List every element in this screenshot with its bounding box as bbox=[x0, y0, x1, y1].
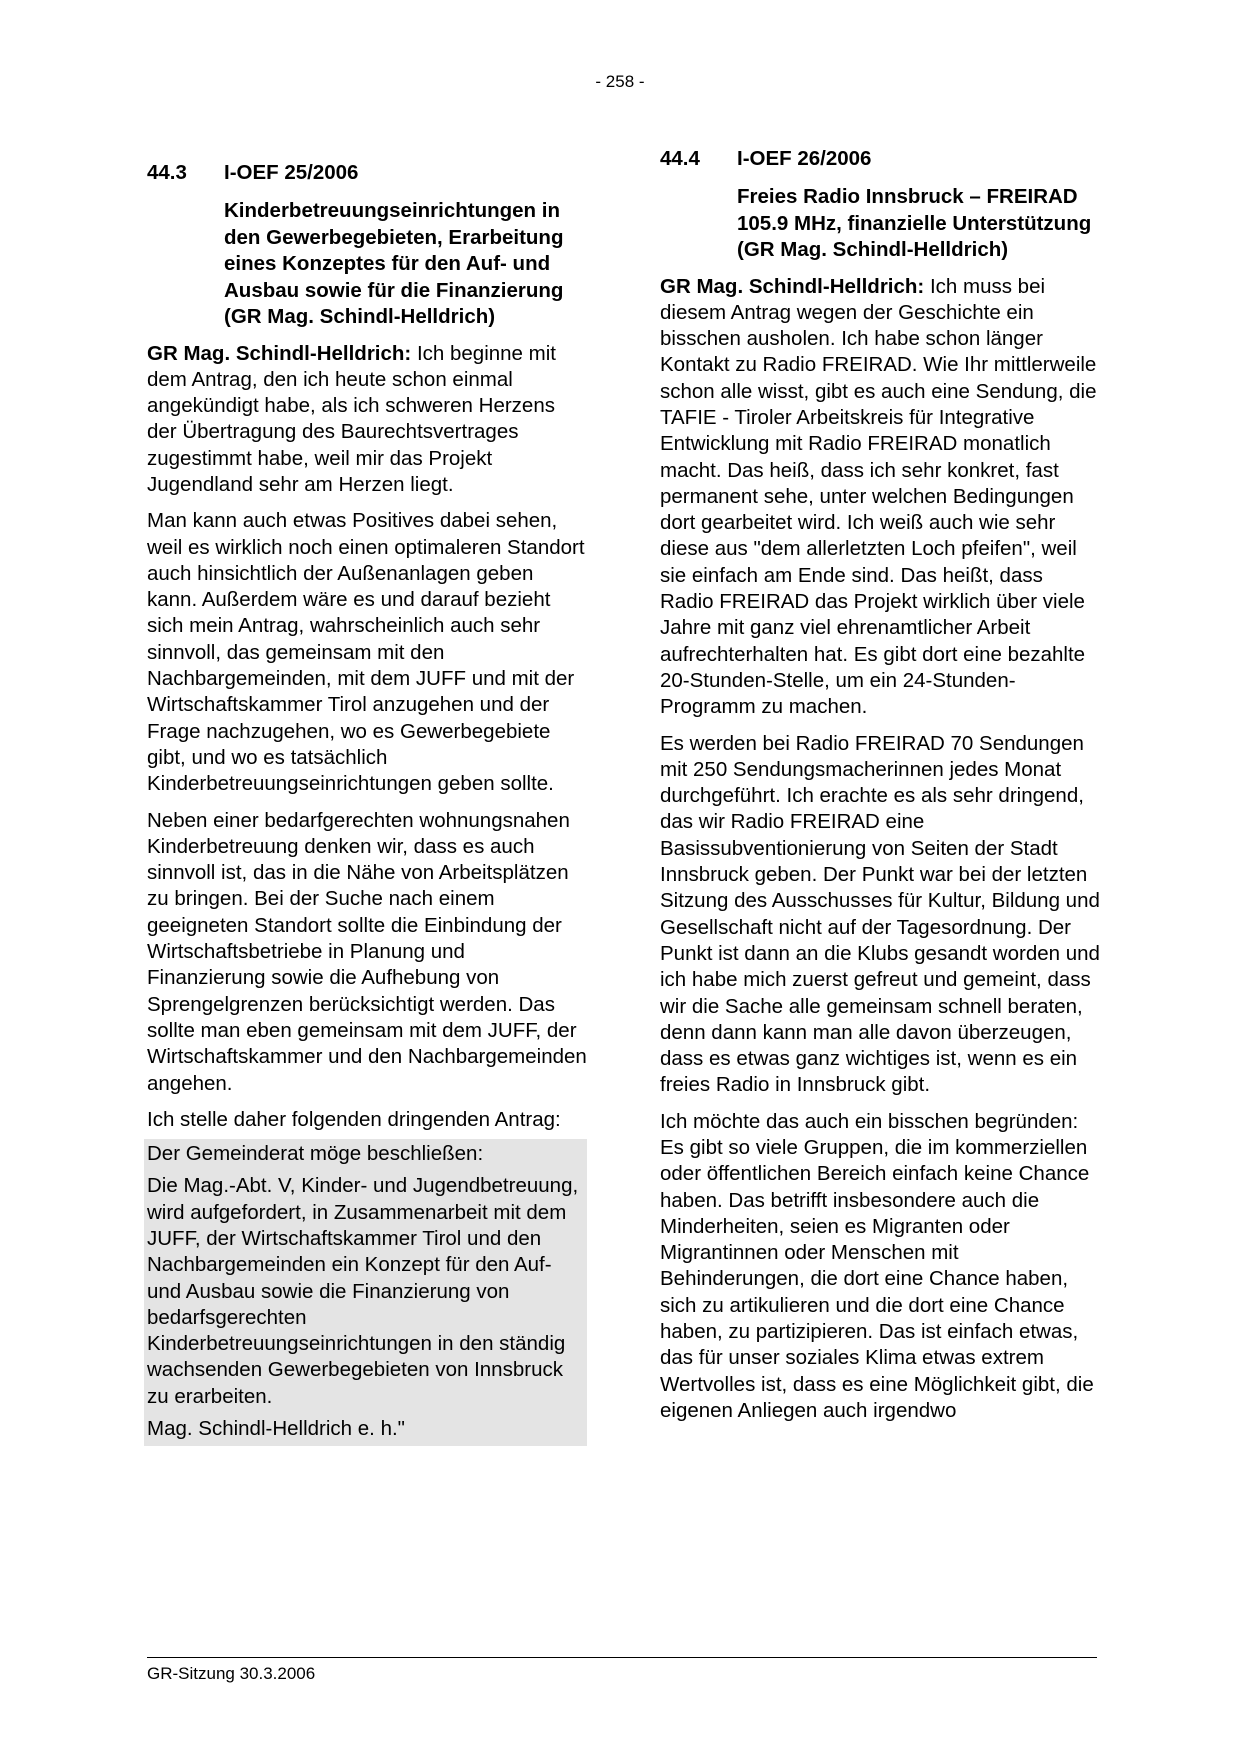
paragraph: Ich möchte das auch ein bisschen begründen: Es gibt so viele Gruppen, die im kommerziellen oder öffentlichen Bereich einfach keine Chance haben. Das betrifft insbesondere auch die Minderheiten, seien es Migranten oder Migrantinnen oder Menschen mit Behinderungen, die dort eine Chance haben, sich zu artikulieren und die dort eine Chance haben, zu partizipieren. Das ist einfach etwas, das für unser soziales Klima etwas extrem Wertvolles ist, dass es eine Möglichkeit gibt, die eigenen Anliegen auch irgendwo bbox=[660, 1109, 1094, 1422]
paragraph: Man kann auch etwas Positives dabei sehen, weil es wirklich noch einen optimaleren Standort auch hinsichtlich der Außenanlagen geben kann. Außerdem wäre es und darauf bezieht sich mein Antrag, wahrscheinlich auch sehr sinnvoll, das gemeinsam mit den Nachbargemeinden, mit dem JUFF und mit der Wirtschaftskammer Tirol anzugehen und der Frage nachzugehen, wo es Gewerbegebiete gibt, und wo es tatsächlich Kinderbetreuungseinrichtungen geben sollte. bbox=[147, 509, 585, 796]
item-title: Freies Radio Innsbruck – FREIRAD 105.9 MHz, finanzielle Unterstützung (GR Mag. Schindl-Helldrich) bbox=[737, 185, 1092, 261]
item-heading-44-4 bbox=[660, 146, 1100, 172]
motion-text: Die Mag.-Abt. V, Kinder- und Jugendbetreuung, wird aufgefordert, in Zusammenarbeit mit dem JUFF, der Wirtschaftskammer Tirol und den Nachbargemeinden ein Konzept für den Auf- und Ausbau sowie die Finanzierung von bedarfsgerechten Kinderbetreuungseinrichtungen in den ständig wachsenden Gewerbegebieten von Innsbruck zu erarbeiten. bbox=[147, 1174, 579, 1408]
item-number: 44.3 bbox=[147, 161, 187, 184]
speaker-name: GR Mag. Schindl-Helldrich: bbox=[147, 341, 412, 365]
item-code: I-OEF 26/2006 bbox=[737, 147, 872, 170]
motion-intro: Der Gemeinderat möge beschließen: bbox=[147, 1142, 484, 1166]
footer-text: GR-Sitzung 30.3.2006 bbox=[147, 1664, 316, 1683]
item-title: Kinderbetreuungseinrichtungen in den Gewerbegebieten, Erarbeitung eines Konzeptes für den Auf- und Ausbau sowie für die Finanzierung (GR Mag. Schindl-Helldrich) bbox=[224, 199, 564, 328]
right-column bbox=[660, 146, 1100, 1424]
paragraph: Ich stelle daher folgenden dringenden Antrag: bbox=[147, 1107, 561, 1131]
item-code: I-OEF 25/2006 bbox=[224, 161, 359, 184]
paragraph: Neben einer bedarfgerechten wohnungsnahen Kinderbetreuung denken wir, dass es auch sinnvoll ist, das in die Nähe von Arbeitsplätzen zu bringen. Bei der Suche nach einem geeigneten Standort sollte die Einbindung der Wirtschaftsbetriebe in Planung und Finanzierung sowie die Aufhebung von Sprengelgrenzen berücksichtigt werden. Das sollte man eben gemeinsam mit dem JUFF, der Wirtschaftskammer und den Nachbargemeinden angehen. bbox=[147, 808, 587, 1095]
speech-paragraph bbox=[147, 341, 587, 499]
item-heading-44-3 bbox=[147, 160, 587, 186]
item-number: 44.4 bbox=[660, 147, 700, 170]
motion-box bbox=[144, 1139, 587, 1446]
paragraph: Es werden bei Radio FREIRAD 70 Sendungen mit 250 Sendungsmacherinnen jedes Monat durchgeführt. Ich erachte es als sehr dringend, das wir Radio FREIRAD eine Basissubventionierung von Seiten der Stadt Innsbruck geben. Der Punkt war bei der letzten Sitzung des Ausschusses für Kultur, Bildung und Gesellschaft nicht auf der Tagesordnung. Der Punkt ist dann an die Klubs gesandt worden und ich habe mich zuerst gefreut und gemeint, dass wir die Sache alle gemeinsam schnell beraten, denn dann kann man alle davon überzeugen, dass es etwas ganz wichtiges ist, wenn es ein freies Radio in Innsbruck gibt. bbox=[660, 731, 1100, 1097]
speaker-name: GR Mag. Schindl-Helldrich: bbox=[660, 274, 925, 298]
speech-paragraph bbox=[660, 274, 1100, 721]
paragraph-text: Ich beginne mit dem Antrag, den ich heute schon einmal angekündigt habe, als ich schweren Herzens der Übertragung des Baurechtsvertrages zugestimmt habe, weil mir das Projekt Jugendland sehr am Herzen liegt. bbox=[147, 341, 556, 496]
paragraph-text: Ich muss bei diesem Antrag wegen der Geschichte ein bisschen ausholen. Ich habe schon länger Kontakt zu Radio FREIRAD. Wie Ihr mittlerweile schon alle wisst, gibt es auch eine Sendung, die TAFIE - Tiroler Arbeitskreis für Integrative Entwicklung mit Radio FREIRAD monatlich macht. Das heiß, dass ich sehr konkret, fast permanent sehe, unter welchen Bedingungen dort gearbeitet wird. Ich weiß auch wie sehr diese aus "dem allerletzten Loch pfeifen", weil sie einfach am Ende sind. Das heißt, dass Radio FREIRAD das Projekt wirklich über viele Jahre mit ganz viel ehrenamtlicher Arbeit aufrechterhalten hat. Es gibt dort eine bezahlte 20-Stunden-Stelle, um ein 24-Stunden-Programm zu machen. bbox=[660, 274, 1097, 719]
footer-rule bbox=[147, 1657, 1097, 1658]
motion-signature: Mag. Schindl-Helldrich e. h." bbox=[147, 1417, 405, 1441]
left-column bbox=[147, 160, 587, 1446]
page-number: - 258 - bbox=[595, 72, 645, 91]
